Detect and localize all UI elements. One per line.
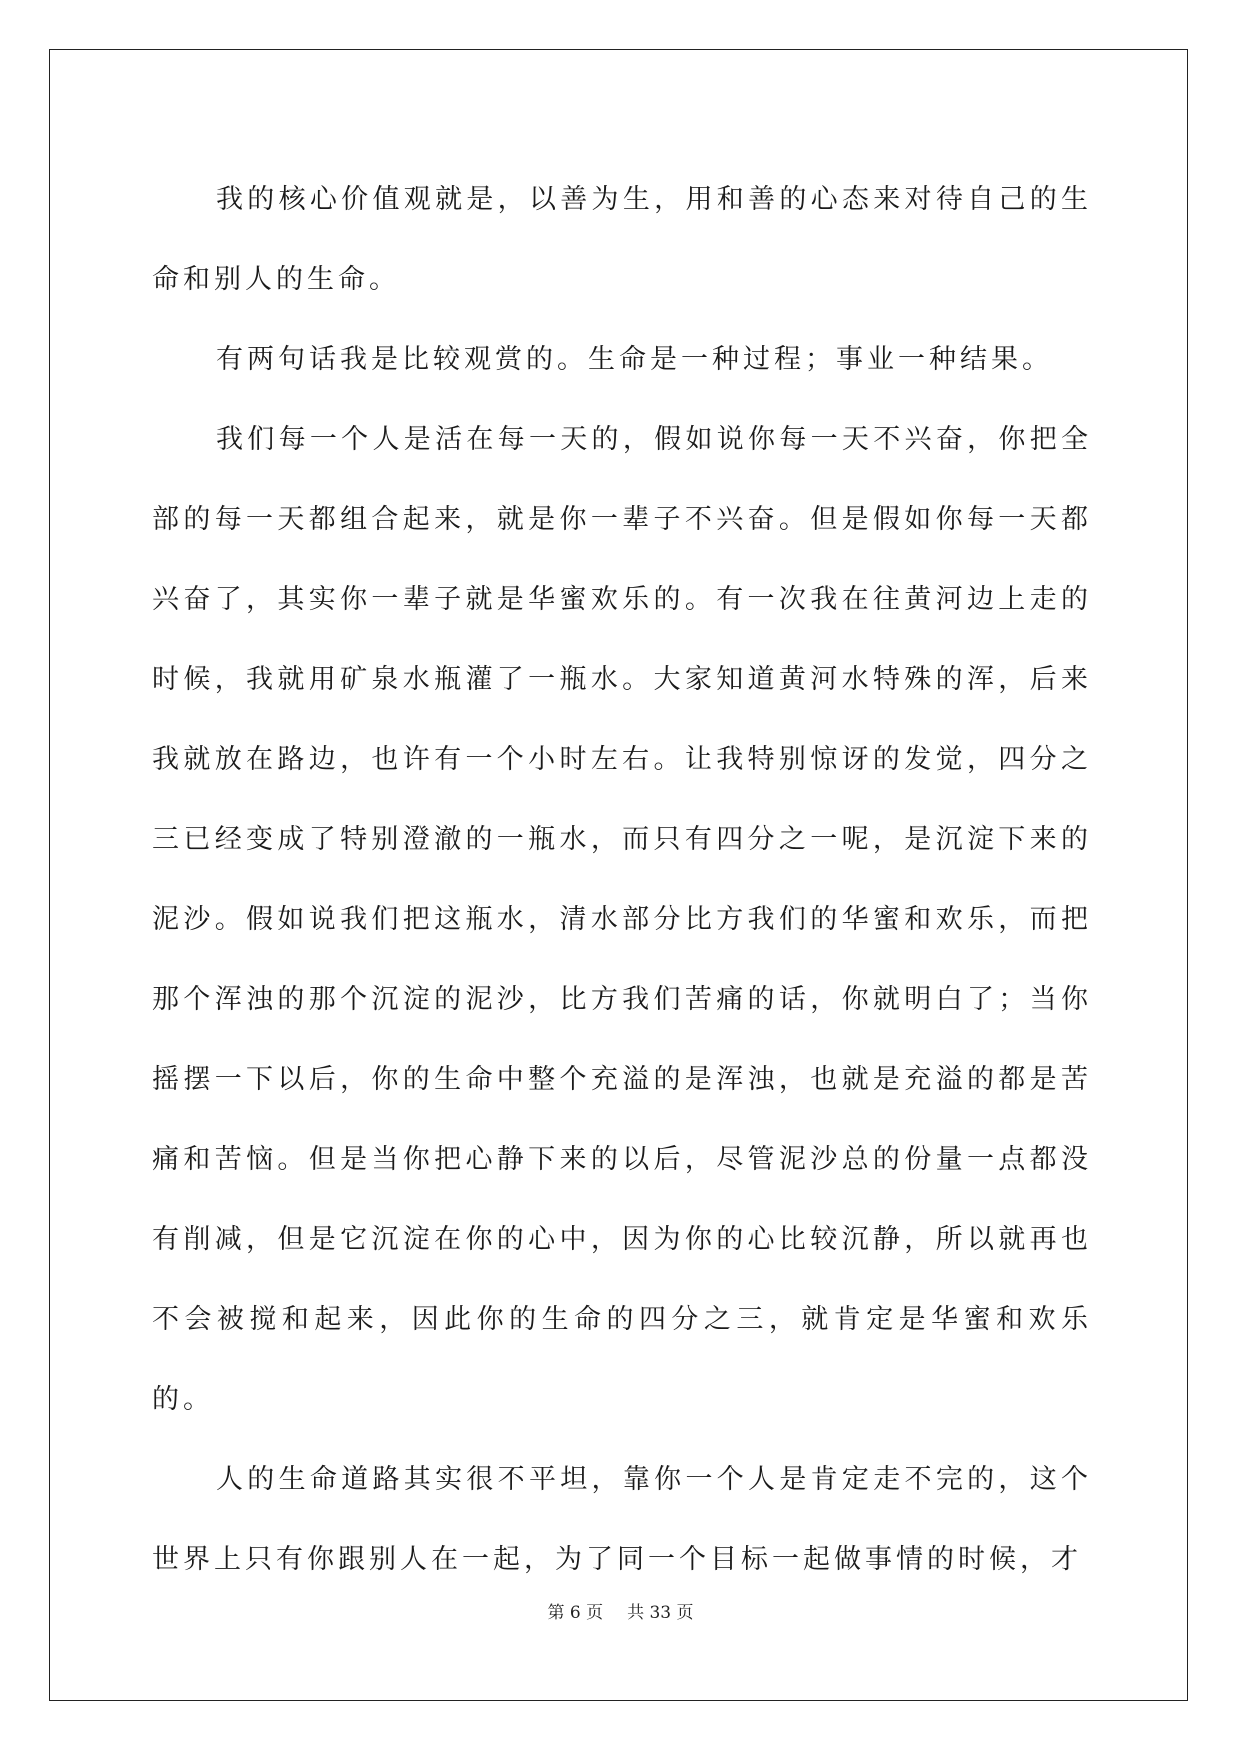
paragraph: 我们每一个人是活在每一天的，假如说你每一天不兴奋，你把全部的每一天都组合起来，就是你一辈子不兴奋。但是假如你每一天都兴奋了，其实你一辈子就是华蜜欢乐的。有一次我在往黄河边上走的时候，我就用矿泉水瓶灌了一瓶水。大家知道黄河水特殊的浑，后来我就放在路边，也许有一个小时左右。让我特别惊讶的发觉，四分之三已经变成了特别澄澈的一瓶水，而只有四分之一呢，是沉淀下来的泥沙。假如说我们把这瓶水，清水部分比方我们的华蜜和欢乐，而把那个浑浊的那个沉淀的泥沙，比方我们苦痛的话，你就明白了；当你摇摆一下以后，你的生命中整个充溢的是浑浊，也就是充溢的都是苦痛和苦恼。但是当你把心静下来的以后，尽管泥沙总的份量一点都没有削减，但是它沉淀在你的心中，因为你的心比较沉静，所以就再也不会被搅和起来，因此你的生命的四分之三，就肯定是华蜜和欢乐的。 bbox=[152, 424, 1092, 1415]
paragraph: 人的生命道路其实很不平坦，靠你一个人是肯定走不完的，这个世界上只有你跟别人在一起，为了同一个目标一起做事情的时候，才 bbox=[152, 1464, 1092, 1575]
page-total: 共 33 页 bbox=[627, 1603, 694, 1623]
document-body bbox=[152, 160, 1092, 1600]
page-footer bbox=[0, 1598, 1241, 1623]
paragraph: 有两句话我是比较观赏的。生命是一种过程；事业一种结果。 bbox=[216, 344, 1053, 375]
paragraph: 我的核心价值观就是，以善为生，用和善的心态来对待自己的生命和别人的生命。 bbox=[152, 184, 1092, 295]
page-number: 第 6 页 bbox=[547, 1603, 604, 1623]
